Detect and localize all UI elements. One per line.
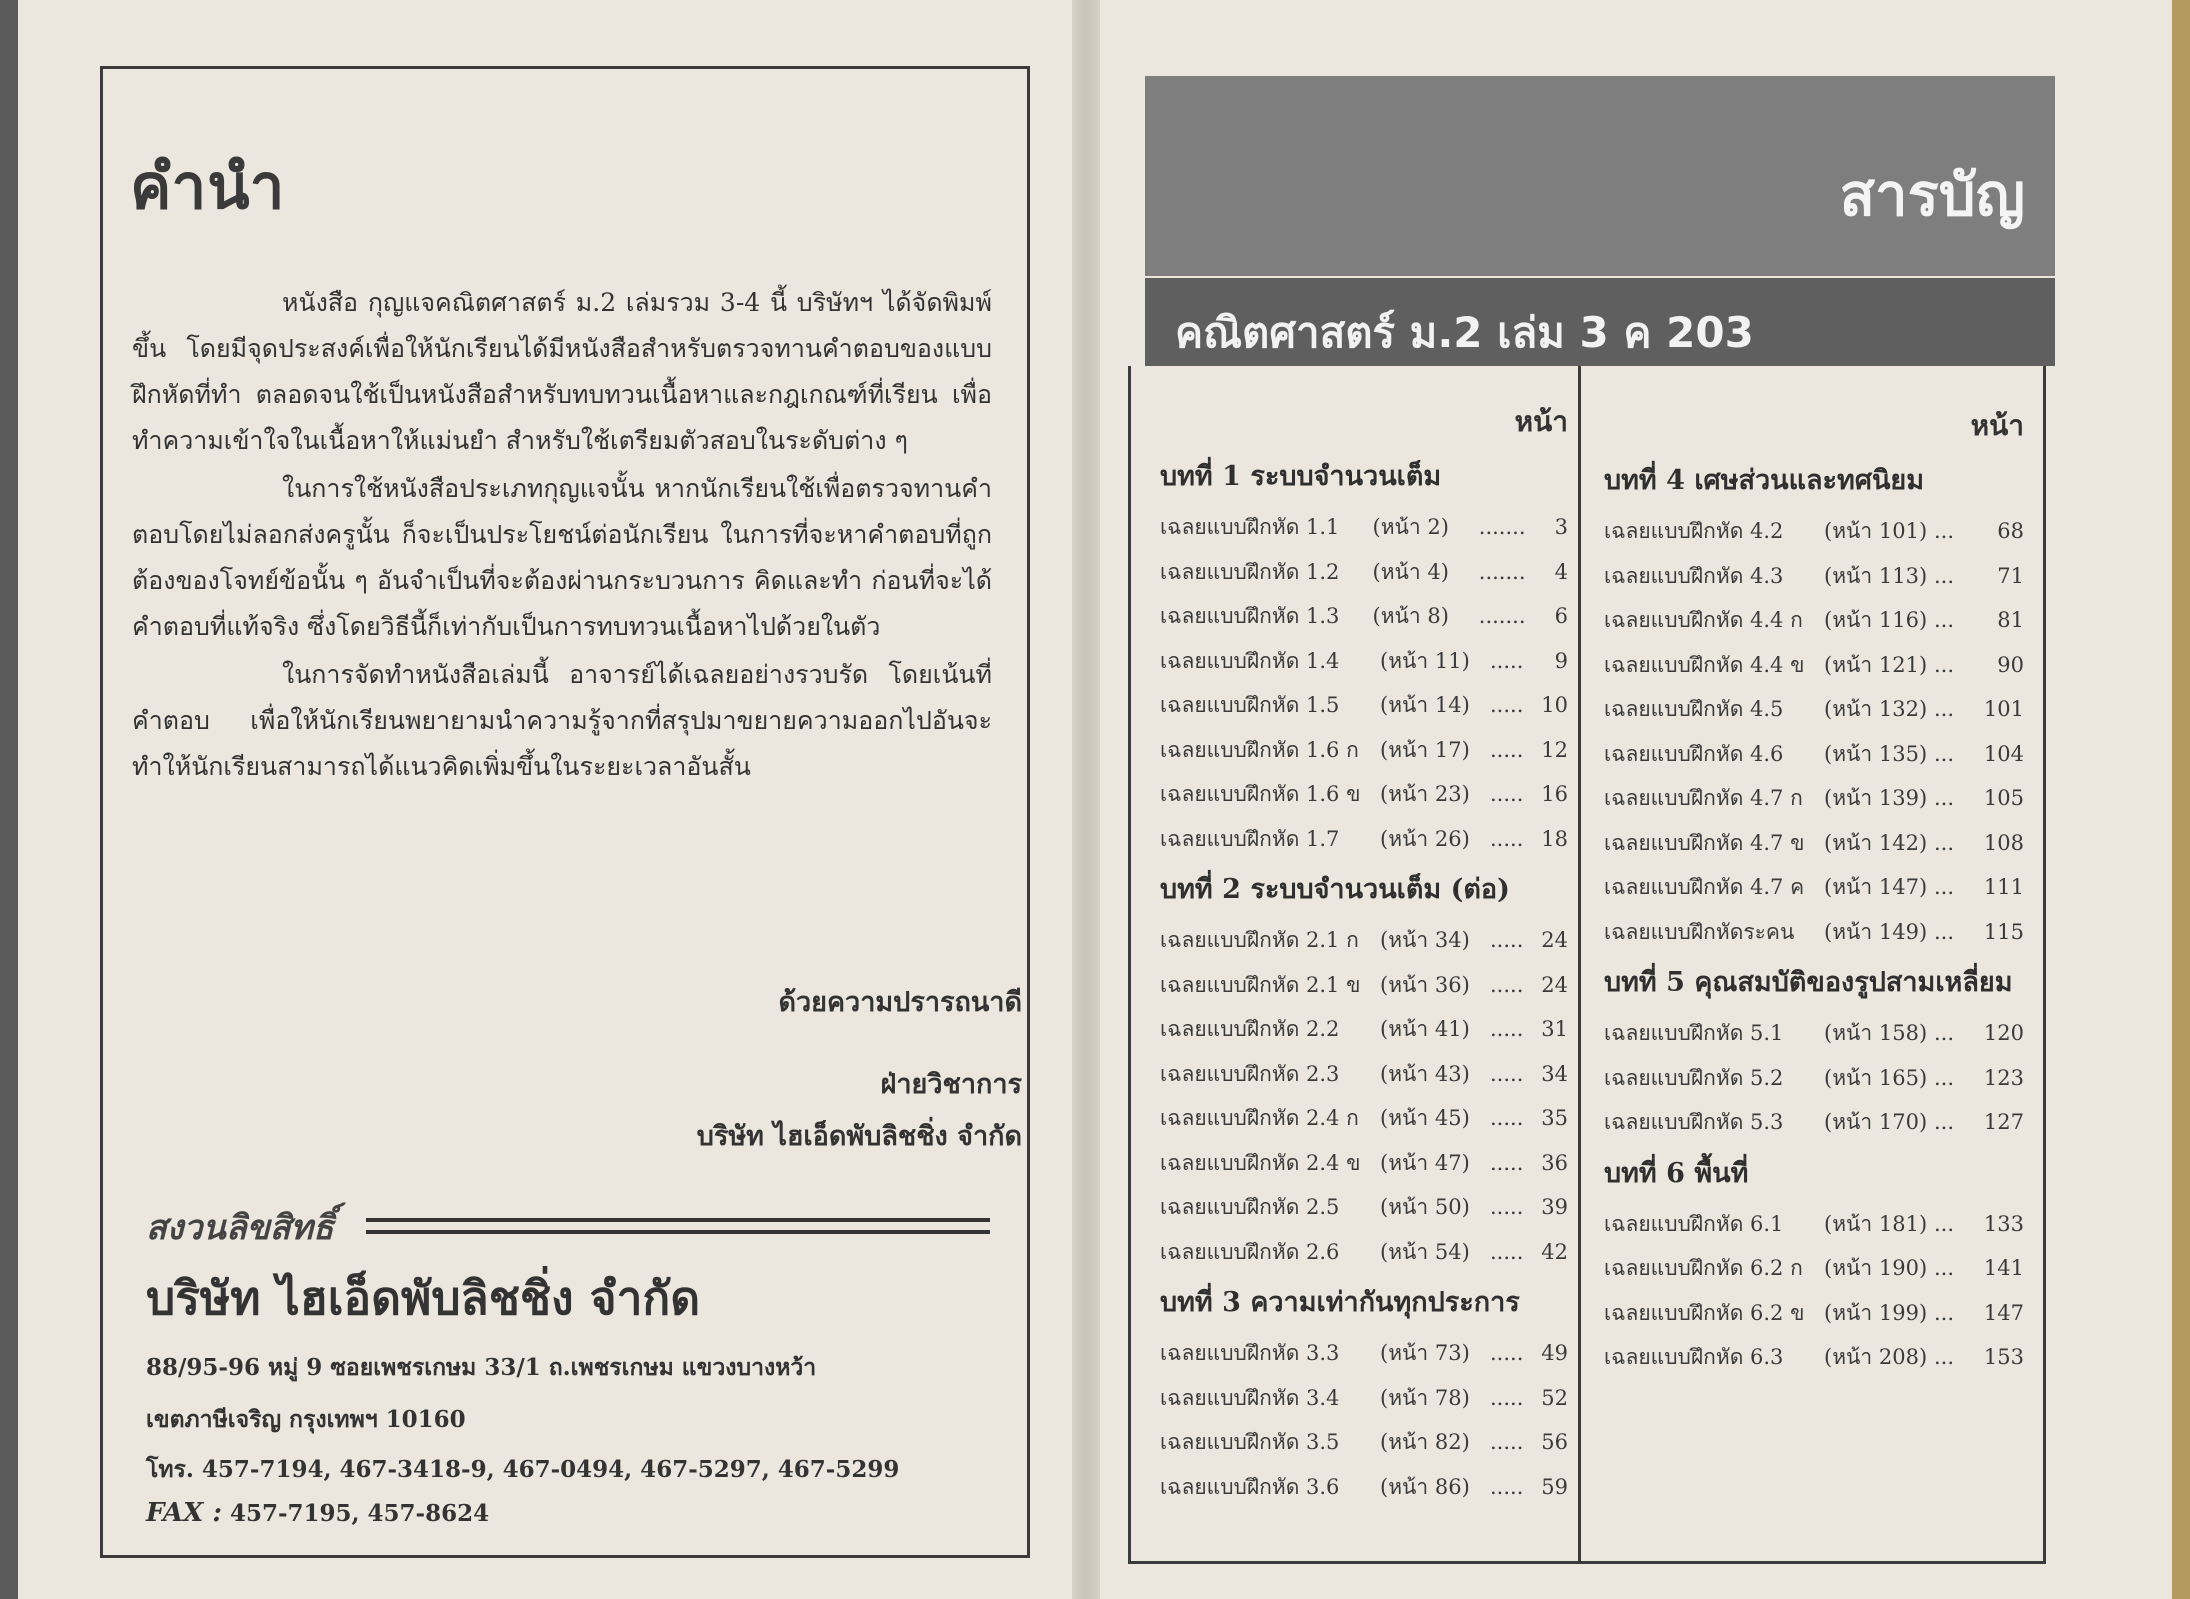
- entry-ref: (หน้า 43): [1380, 1061, 1470, 1086]
- entry-label: เฉลยแบบฝึกหัด 2.1 ก: [1160, 928, 1359, 952]
- entry-leader: .....: [1490, 1474, 1524, 1499]
- entry-leader: .......: [1478, 559, 1526, 584]
- entry-leader: .....: [1490, 1061, 1524, 1086]
- preface-title: คำนำ: [130, 150, 286, 223]
- entry-label: เฉลยแบบฝึกหัด 1.5: [1160, 693, 1340, 717]
- entry-page: 105: [1983, 786, 2024, 810]
- entry-leader: .....: [1490, 1017, 1524, 1041]
- entry-page: 120: [1983, 1021, 2024, 1045]
- copyright-rule: [366, 1218, 990, 1234]
- entry-ref: (หน้า 78): [1380, 1385, 1470, 1410]
- entry-page: 90: [1997, 652, 2024, 677]
- entry-ref: (หน้า 36): [1380, 972, 1470, 997]
- entry-page: 101: [1983, 697, 2024, 721]
- entry-leader: ...: [1934, 830, 1955, 855]
- entry-ref: (หน้า 23): [1380, 782, 1470, 806]
- entry-leader: ...: [1934, 1256, 1955, 1280]
- toc-entry: [1160, 728, 1568, 773]
- entry-page: 127: [1983, 1110, 2024, 1134]
- toc-entry: [1160, 1420, 1568, 1465]
- toc-chapter-heading: บทที่ 1 ระบบจำนวนเต็ม: [1160, 461, 1442, 492]
- entry-label: เฉลยแบบฝึกหัด 2.4 ก: [1160, 1106, 1359, 1130]
- preface-paragraph-1: หนังสือ กุญแจคณิตศาสตร์ ม.2 เล่มรวม 3-4 นี้ บริษัทฯ ได้จัดพิมพ์ขึ้น โดยมีจุดประสงค์เพื่อให้นักเรียนได้มีหนังสือสำหรับตรวจทานคำตอบของแบบฝึกหัดที่ทำ ตลอดจนใช้เป็นหนังสือสำหรับทบทวนเนื้อหาและกฎเกณฑ์ที่เรียน เพื่อทำความเข้าใจในเนื้อหาให้แม่นยำ สำหรับใช้เตรียมตัวสอบในระดับต่าง ๆ: [132, 288, 992, 455]
- entry-label: เฉลยแบบฝึกหัด 2.3: [1160, 1061, 1340, 1086]
- entry-label: เฉลยแบบฝึกหัด 1.6 ข: [1160, 782, 1361, 806]
- toc-entry: [1160, 1007, 1568, 1052]
- entry-leader: .....: [1490, 1150, 1524, 1175]
- toc-entry: [1604, 821, 2024, 866]
- entry-page: 71: [1997, 563, 2024, 588]
- entry-ref: (หน้า 86): [1380, 1474, 1470, 1499]
- entry-label: เฉลยแบบฝึกหัด 1.2: [1160, 559, 1340, 584]
- toc-chapter-heading: บทที่ 5 คุณสมบัติของรูปสามเหลี่ยม: [1604, 967, 2013, 998]
- entry-leader: ...: [1934, 697, 1955, 721]
- entry-label: เฉลยแบบฝึกหัด 6.2 ก: [1604, 1256, 1803, 1280]
- entry-ref: (หน้า 170): [1824, 1110, 1928, 1134]
- entry-page: 36: [1541, 1150, 1568, 1175]
- toc-entry: [1604, 1011, 2024, 1056]
- entry-label: เฉลยแบบฝึกหัด 3.3: [1160, 1341, 1340, 1365]
- entry-page: 6: [1554, 604, 1568, 628]
- entry-ref: (หน้า 190): [1824, 1256, 1928, 1280]
- entry-ref: (หน้า 47): [1380, 1150, 1470, 1175]
- entry-ref: (หน้า 132): [1824, 697, 1928, 721]
- entry-leader: ...: [1934, 919, 1955, 944]
- entry-ref: (หน้า 101): [1824, 519, 1928, 543]
- toc-subject: คณิตศาสตร์ ม.2 เล่ม 3 ค 203: [1175, 308, 1754, 357]
- entry-label: เฉลยแบบฝึกหัด 4.7 ก: [1604, 786, 1803, 810]
- toc-entry: [1604, 1100, 2024, 1145]
- entry-label: เฉลยแบบฝึกหัด 2.6: [1160, 1239, 1340, 1264]
- entry-leader: ...: [1934, 608, 1955, 632]
- entry-ref: (หน้า 208): [1824, 1345, 1928, 1369]
- entry-label: เฉลยแบบฝึกหัด 2.4 ข: [1160, 1150, 1361, 1175]
- entry-label: เฉลยแบบฝึกหัด 2.2: [1160, 1017, 1340, 1041]
- entry-ref: (หน้า 50): [1380, 1195, 1470, 1219]
- toc-chapter-heading: บทที่ 3 ความเท่ากันทุกประการ: [1160, 1287, 1520, 1318]
- toc-entry: [1604, 1056, 2024, 1101]
- entry-ref: (หน้า 181): [1824, 1211, 1928, 1236]
- entry-ref: (หน้า 17): [1380, 737, 1470, 762]
- entry-leader: .....: [1490, 972, 1524, 997]
- toc-entry: [1604, 1202, 2024, 1247]
- entry-page: 59: [1541, 1474, 1568, 1499]
- entry-page: 18: [1541, 826, 1568, 851]
- toc-entry: [1160, 505, 1568, 550]
- toc-entry: [1160, 772, 1568, 817]
- entry-leader: .....: [1490, 1341, 1524, 1365]
- fax-label: FAX :: [146, 1498, 222, 1528]
- entry-page: 108: [1983, 830, 2024, 855]
- toc-entry: [1160, 1376, 1568, 1421]
- publisher-phone: โทร. 457-7194, 467-3418-9, 467-0494, 467-5297, 467-5299: [146, 1456, 900, 1483]
- entry-page: 56: [1541, 1430, 1568, 1454]
- entry-page: 153: [1983, 1345, 2024, 1369]
- toc-entry: [1160, 683, 1568, 728]
- toc-entry: [1604, 554, 2024, 599]
- entry-page: 12: [1541, 737, 1568, 762]
- book-edge-left: [0, 0, 18, 1599]
- entry-leader: .....: [1490, 693, 1524, 717]
- entry-leader: .....: [1490, 782, 1524, 806]
- toc-entry: [1604, 1335, 2024, 1380]
- preface-company-sign: บริษัท ไฮเอ็ดพับลิชชิ่ง จำกัด: [696, 1121, 1022, 1152]
- entry-label: เฉลยแบบฝึกหัด 2.1 ข: [1160, 972, 1361, 997]
- toc-entry: [1160, 1185, 1568, 1230]
- entry-leader: .....: [1490, 1430, 1524, 1454]
- entry-page: 133: [1983, 1211, 2024, 1236]
- entry-ref: (หน้า 45): [1380, 1106, 1470, 1130]
- entry-label: เฉลยแบบฝึกหัด 1.3: [1160, 604, 1340, 628]
- entry-leader: .....: [1490, 1239, 1524, 1264]
- entry-label: เฉลยแบบฝึกหัด 4.5: [1604, 697, 1784, 721]
- publisher-company: บริษัท ไฮเอ็ดพับลิชชิ่ง จำกัด: [146, 1271, 701, 1325]
- toc-entry: [1160, 1141, 1568, 1186]
- entry-ref: (หน้า 41): [1380, 1017, 1470, 1041]
- entry-ref: (หน้า 199): [1824, 1300, 1928, 1325]
- entry-leader: ...: [1934, 741, 1955, 766]
- entry-leader: ...: [1934, 563, 1955, 588]
- copyright-label: สงวนลิขสิทธิ์: [146, 1208, 334, 1248]
- toc-entry: [1160, 1052, 1568, 1097]
- toc-entry: [1604, 643, 2024, 688]
- entry-label: เฉลยแบบฝึกหัด 1.7: [1160, 826, 1340, 851]
- toc-entry: [1160, 1096, 1568, 1141]
- entry-leader: ...: [1934, 652, 1955, 677]
- toc-chapter-heading: บทที่ 6 พื้นที่: [1604, 1157, 1749, 1189]
- toc-entry: [1160, 817, 1568, 862]
- entry-ref: (หน้า 54): [1380, 1239, 1470, 1264]
- toc-chapter-heading: บทที่ 2 ระบบจำนวนเต็ม (ต่อ): [1160, 874, 1510, 905]
- publisher-address-line1: 88/95-96 หมู่ 9 ซอยเพชรเกษม 33/1 ถ.เพชรเกษม แขวงบางหว้า: [146, 1354, 817, 1381]
- toc-entry: [1604, 687, 2024, 732]
- entry-ref: (หน้า 116): [1824, 608, 1928, 632]
- toc-left-column: [1160, 400, 1568, 1509]
- toc-entry: [1604, 1246, 2024, 1291]
- entry-leader: ...: [1934, 1211, 1955, 1236]
- toc-entry: [1160, 1331, 1568, 1376]
- entry-ref: (หน้า 8): [1372, 604, 1449, 628]
- entry-page: 9: [1554, 648, 1568, 673]
- entry-label: เฉลยแบบฝึกหัด 4.3: [1604, 563, 1784, 588]
- entry-label: เฉลยแบบฝึกหัด 1.6 ก: [1160, 737, 1359, 762]
- entry-label: เฉลยแบบฝึกหัด 5.2: [1604, 1065, 1784, 1090]
- entry-ref: (หน้า 26): [1380, 826, 1470, 851]
- entry-label: เฉลยแบบฝึกหัด 1.4: [1160, 648, 1340, 673]
- entry-label: เฉลยแบบฝึกหัด 5.1: [1604, 1021, 1784, 1045]
- publisher-address-line2: เขตภาษีเจริญ กรุงเทพฯ 10160: [146, 1406, 466, 1433]
- toc-entry: [1160, 1230, 1568, 1275]
- entry-leader: .....: [1490, 928, 1524, 952]
- entry-label: เฉลยแบบฝึกหัด 5.3: [1604, 1110, 1784, 1134]
- entry-leader: ...: [1934, 786, 1955, 810]
- entry-ref: (หน้า 34): [1380, 928, 1470, 952]
- entry-ref: (หน้า 165): [1824, 1065, 1928, 1090]
- entry-ref: (หน้า 147): [1824, 875, 1928, 899]
- preface-paragraph-2: ในการใช้หนังสือประเภทกุญแจนั้น หากนักเรียนใช้เพื่อตรวจทานคำตอบโดยไม่ลอกส่งครูนั้น ก็จะเป็นประโยชน์ต่อนักเรียน ในการที่จะหาคำตอบที่ถูกต้องของโจทย์ข้อนั้น ๆ อันจำเป็นที่จะต้องผ่านกระบวนการ คิดและทำ ก่อนที่จะได้คำตอบที่แท้จริง ซึ่งโดยวิธีนี้ก็เท่ากับเป็นการทบทวนเนื้อหาไปด้วยในตัว: [132, 474, 992, 641]
- entry-leader: ...: [1934, 1065, 1955, 1090]
- toc-entry: [1604, 732, 2024, 777]
- toc-entry: [1604, 1291, 2024, 1336]
- entry-page: 3: [1554, 515, 1568, 539]
- entry-label: เฉลยแบบฝึกหัดระคน: [1604, 919, 1795, 944]
- entry-label: เฉลยแบบฝึกหัด 6.3: [1604, 1345, 1784, 1369]
- entry-ref: (หน้า 121): [1824, 652, 1928, 677]
- entry-label: เฉลยแบบฝึกหัด 3.4: [1160, 1385, 1340, 1410]
- entry-leader: ...: [1934, 1300, 1955, 1325]
- toc-right-column: [1604, 404, 2024, 1380]
- entry-page: 39: [1541, 1195, 1568, 1219]
- entry-label: เฉลยแบบฝึกหัด 6.2 ข: [1604, 1300, 1805, 1325]
- entry-page: 35: [1541, 1106, 1568, 1130]
- entry-ref: (หน้า 4): [1372, 559, 1449, 584]
- entry-label: เฉลยแบบฝึกหัด 4.2: [1604, 519, 1784, 543]
- entry-page: 115: [1983, 919, 2024, 944]
- entry-ref: (หน้า 14): [1380, 693, 1470, 717]
- toc-entry: [1604, 865, 2024, 910]
- entry-label: เฉลยแบบฝึกหัด 3.5: [1160, 1430, 1340, 1454]
- fax-numbers: 457-7195, 457-8624: [229, 1500, 490, 1527]
- entry-leader: .....: [1490, 737, 1524, 762]
- book-gutter: [1072, 0, 1100, 1599]
- publisher-fax: [146, 1498, 489, 1528]
- entry-page: 104: [1983, 741, 2024, 766]
- entry-ref: (หน้า 82): [1380, 1430, 1470, 1454]
- toc-entry: [1160, 963, 1568, 1008]
- entry-leader: ...: [1934, 875, 1955, 899]
- entry-page: 24: [1541, 928, 1568, 952]
- entry-page: 34: [1541, 1061, 1568, 1086]
- entry-ref: (หน้า 73): [1380, 1341, 1470, 1365]
- entry-label: เฉลยแบบฝึกหัด 1.1: [1160, 515, 1340, 539]
- toc-column-divider: [1578, 366, 1581, 1564]
- preface-closing: ด้วยความปรารถนาดี: [778, 987, 1022, 1018]
- entry-leader: .......: [1478, 604, 1526, 628]
- entry-label: เฉลยแบบฝึกหัด 4.7 ค: [1604, 875, 1805, 899]
- entry-ref: (หน้า 142): [1824, 830, 1928, 855]
- entry-page: 31: [1541, 1017, 1568, 1041]
- entry-ref: (หน้า 135): [1824, 741, 1928, 766]
- toc-entry: [1604, 776, 2024, 821]
- entry-page: 49: [1541, 1341, 1568, 1365]
- toc-entry: [1604, 910, 2024, 955]
- entry-leader: .....: [1490, 648, 1524, 673]
- entry-ref: (หน้า 139): [1824, 786, 1928, 810]
- entry-leader: ...: [1934, 1021, 1955, 1045]
- entry-leader: ...: [1934, 1345, 1955, 1369]
- entry-leader: ...: [1934, 519, 1955, 543]
- toc-title: สารบัญ: [1839, 161, 2025, 229]
- toc-entry: [1160, 550, 1568, 595]
- toc-page-header: หน้า: [1970, 409, 2024, 442]
- entry-leader: .......: [1478, 515, 1526, 539]
- entry-ref: (หน้า 11): [1380, 648, 1470, 673]
- entry-leader: .....: [1490, 826, 1524, 851]
- entry-page: 4: [1554, 559, 1568, 584]
- entry-ref: (หน้า 2): [1372, 515, 1449, 539]
- toc-entry: [1604, 509, 2024, 554]
- entry-label: เฉลยแบบฝึกหัด 4.4 ก: [1604, 608, 1803, 632]
- entry-label: เฉลยแบบฝึกหัด 4.7 ข: [1604, 830, 1805, 855]
- entry-page: 123: [1983, 1065, 2024, 1090]
- entry-page: 16: [1541, 782, 1568, 806]
- entry-page: 24: [1541, 972, 1568, 997]
- entry-label: เฉลยแบบฝึกหัด 6.1: [1604, 1211, 1784, 1236]
- entry-ref: (หน้า 113): [1824, 563, 1928, 588]
- entry-ref: (หน้า 149): [1824, 919, 1928, 944]
- entry-page: 42: [1541, 1239, 1568, 1264]
- entry-page: 68: [1997, 519, 2024, 543]
- entry-leader: ...: [1934, 1110, 1955, 1134]
- entry-leader: .....: [1490, 1195, 1524, 1219]
- toc-chapter-heading: บทที่ 4 เศษส่วนและทศนิยม: [1604, 465, 1925, 496]
- preface-department: ฝ่ายวิชาการ: [880, 1069, 1022, 1100]
- toc-entry: [1160, 1465, 1568, 1510]
- entry-page: 141: [1983, 1256, 2024, 1280]
- toc-entry: [1160, 918, 1568, 963]
- entry-page: 52: [1541, 1385, 1568, 1410]
- entry-label: เฉลยแบบฝึกหัด 2.5: [1160, 1195, 1340, 1219]
- entry-leader: .....: [1490, 1385, 1524, 1410]
- entry-label: เฉลยแบบฝึกหัด 3.6: [1160, 1474, 1340, 1499]
- entry-page: 81: [1997, 608, 2024, 632]
- toc-entry: [1160, 594, 1568, 639]
- entry-label: เฉลยแบบฝึกหัด 4.6: [1604, 741, 1784, 766]
- preface-paragraph-3: ในการจัดทำหนังสือเล่มนี้ อาจารย์ได้เฉลยอย่างรวบรัด โดยเน้นที่คำตอบ เพื่อให้นักเรียนพยายามนำความรู้จากที่สรุปมาขยายความออกไปอันจะทำให้นักเรียนสามารถได้แนวคิดเพิ่มขึ้นในระยะเวลาอันสั้น: [132, 660, 992, 781]
- entry-page: 10: [1541, 693, 1568, 717]
- book-edge-right: [2172, 0, 2190, 1599]
- toc-page-header: หน้า: [1514, 405, 1568, 438]
- entry-page: 111: [1983, 875, 2024, 899]
- entry-label: เฉลยแบบฝึกหัด 4.4 ข: [1604, 652, 1805, 677]
- entry-ref: (หน้า 158): [1824, 1021, 1928, 1045]
- entry-leader: .....: [1490, 1106, 1524, 1130]
- toc-entry: [1160, 639, 1568, 684]
- preface-body: [132, 280, 992, 792]
- entry-page: 147: [1983, 1300, 2024, 1325]
- toc-entry: [1604, 598, 2024, 643]
